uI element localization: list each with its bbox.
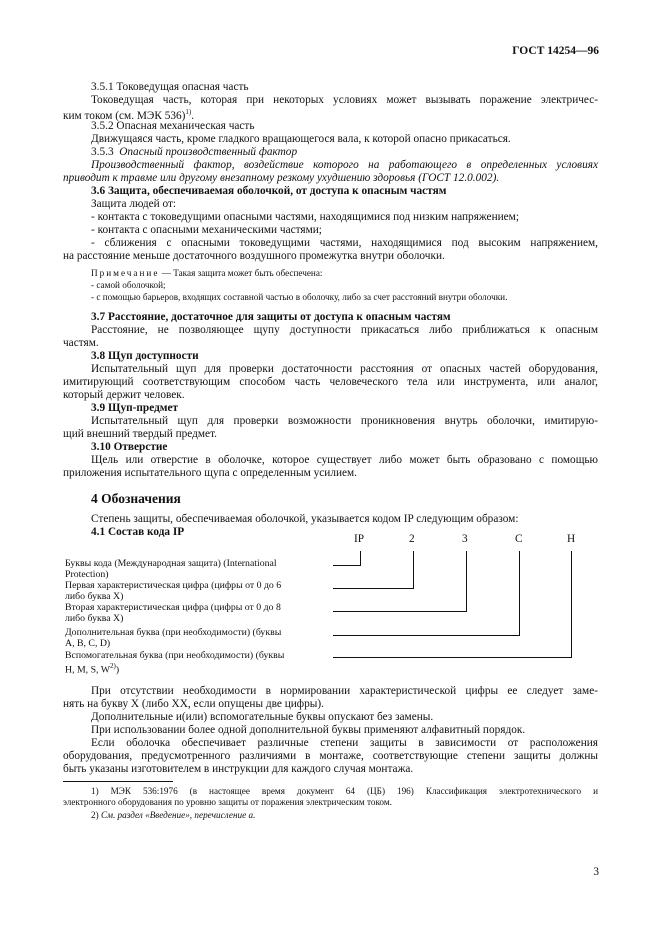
- ip-letter-additional: C: [515, 533, 523, 545]
- ip-letter-ip: IP: [354, 533, 365, 545]
- section-3-9-title: 3.9 Щуп-предмет: [91, 402, 179, 414]
- section-3-5-3-body-line1: Производственный фактор, воздействие которого на работающего в определенных условиях: [91, 159, 598, 171]
- section-3-5-1-body-line2: ким током (см. МЭК 536)$^{1)}$.: [63, 108, 195, 122]
- section-3-6-note-item2: - с помощью барьеров, входящих составной частью в оболочку, либо за счет расстояний внутри оболочки.: [91, 292, 508, 302]
- section-3-6-item3-line2: на расстояние меньше достаточного воздушного промежутка внутри оболочки.: [63, 250, 445, 262]
- section-3-6-item2: - контакта с опасными механическими частями;: [91, 224, 322, 236]
- ip-label-additional-line1: Дополнительная буква (при необходимости) (буквы: [65, 627, 282, 638]
- section-3-7-title: 3.7 Расстояние, достаточное для защиты от доступа к опасным частям: [91, 311, 451, 323]
- section-3-5-2-title: 3.5.2 Опасная механическая часть: [91, 120, 255, 132]
- ip-label-first-digit-line1: Первая характеристическая цифра (цифры от 0 до 6: [65, 580, 282, 591]
- page-number: 3: [593, 866, 599, 878]
- section-3-8-title: 3.8 Щуп доступности: [91, 350, 199, 362]
- section-3-7-body-line1: Расстояние, не позволяющее щупу доступности прикасаться либо приближаться к опасным: [91, 324, 598, 336]
- document-header: ГОСТ 14254—96: [512, 45, 599, 57]
- after-p4-line3: быть указаны изготовителем в инструкции для каждого случая монтажа.: [63, 763, 414, 775]
- section-3-6-intro: Защита людей от:: [91, 198, 177, 210]
- section-3-5-2-body: Движущаяся часть, кроме гладкого вращающегося вала, к которой опасно прикасаться.: [91, 133, 511, 145]
- section-4-1-title: 4.1 Состав кода IP: [91, 526, 185, 538]
- section-3-10-body-line1: Щель или отверстие в оболочке, которое существует либо может быть образовано с помощью: [91, 454, 598, 466]
- section-3-8-body-line1: Испытательный щуп для проверки достаточности расстояния от опасных частей оборудования,: [91, 363, 598, 375]
- after-p3: При использовании более одной дополнительной буквы применяют алфавитный порядок.: [91, 724, 526, 736]
- ip-label-first-digit-line2: либо буква X): [65, 591, 124, 602]
- footnote-divider: [63, 781, 173, 782]
- ip-label-letters-line1: Буквы кода (Международная защита) (International: [65, 558, 277, 569]
- ip-label-additional-line2: A, B, C, D): [65, 638, 111, 649]
- after-p2: Дополнительные и(или) вспомогательные буквы опускают без замены.: [91, 711, 434, 723]
- footnote-1-line1: 1) МЭК 536:1976 (в настоящее время документ 64 (ЦБ) 196) Классификация электротехнического и: [91, 786, 598, 796]
- ip-label-supplementary-line2: H, M, S, $W^{2)}$): [65, 662, 120, 676]
- section-3-7-body-line2: частям.: [63, 337, 99, 349]
- section-3-6-note-item1: - самой оболочкой;: [91, 280, 166, 290]
- section-3-5-1-title: 3.5.1 Токоведущая опасная часть: [91, 81, 249, 93]
- section-3-10-body-line2: приложения испытательного щупа с определенным усилием.: [63, 467, 357, 479]
- ip-label-second-digit-line2: либо буква X): [65, 613, 124, 624]
- after-p4-line2: оборудования, предусмотренного различиями в монтаже, соответствующие степени защиты должны: [63, 750, 598, 762]
- ip-label-supplementary-line1: Вспомогательная буква (при необходимости) (буквы: [65, 650, 285, 661]
- section-3-6-title: 3.6 Защита, обеспечиваемая оболочкой, от доступа к опасным частям: [91, 185, 447, 197]
- footnote-1-line2: электронного оборудования по уровню защиты от поражения электрическим током.: [63, 797, 392, 807]
- section-3-10-title: 3.10 Отверстие: [91, 441, 168, 453]
- section-3-5-1-body-line1: Токоведущая часть, которая при некоторых условиях может вызывать поражение электричес-: [91, 94, 598, 106]
- after-p1-line1: При отсутствии необходимости в нормировании характеристической цифры ее следует заме-: [91, 685, 598, 697]
- section-3-5-3-body-line2: приводит к травме или другому внезапному резкому ухудшению здоровья (ГОСТ 12.0.002).: [63, 172, 500, 184]
- section-3-6-item1: - контакта с токоведущими опасными частями, находящимися под низким напряжением;: [91, 211, 519, 223]
- ip-letter-supplementary: H: [567, 533, 576, 545]
- section-3-5-3-title: 3.5.3 Опасный производственный фактор: [91, 146, 298, 158]
- after-p4-line1: Если оболочка обеспечивает различные степени защиты в зависимости от расположения: [91, 737, 598, 749]
- section-3-6-note: Примечание — Такая защита может быть обеспечена:: [91, 268, 323, 278]
- section-3-9-body-line2: щий внешний твердый предмет.: [63, 428, 217, 440]
- section-3-8-body-line2: имитирующий соответствующим способом часть человеческого тела или инструмента, или аналог,: [63, 376, 598, 388]
- ip-letter-second-digit: 3: [462, 533, 468, 545]
- section-4-intro: Степень защиты, обеспечиваемая оболочкой, указывается кодом IP следующим образом:: [91, 513, 519, 525]
- ip-label-letters-line2: Protection): [65, 569, 109, 580]
- after-p1-line2: нять на букву X (либо XX, если опущены две цифры).: [63, 698, 324, 710]
- section-3-6-item3-line1: - сближения с опасными токоведущими частями, находящимися под высоким напряжением,: [91, 237, 598, 249]
- ip-label-second-digit-line1: Вторая характеристическая цифра (цифры от 0 до 8: [65, 602, 281, 613]
- section-3-8-body-line3: который держит человек.: [63, 389, 185, 401]
- section-4-title: 4 Обозначения: [91, 491, 181, 506]
- section-3-9-body-line1: Испытательный щуп для проверки возможности проникновения внутрь оболочки, имитирую-: [91, 415, 598, 427]
- ip-letter-first-digit: 2: [409, 533, 415, 545]
- footnote-2: 2) См. раздел «Введение», перечисление а.: [91, 810, 256, 820]
